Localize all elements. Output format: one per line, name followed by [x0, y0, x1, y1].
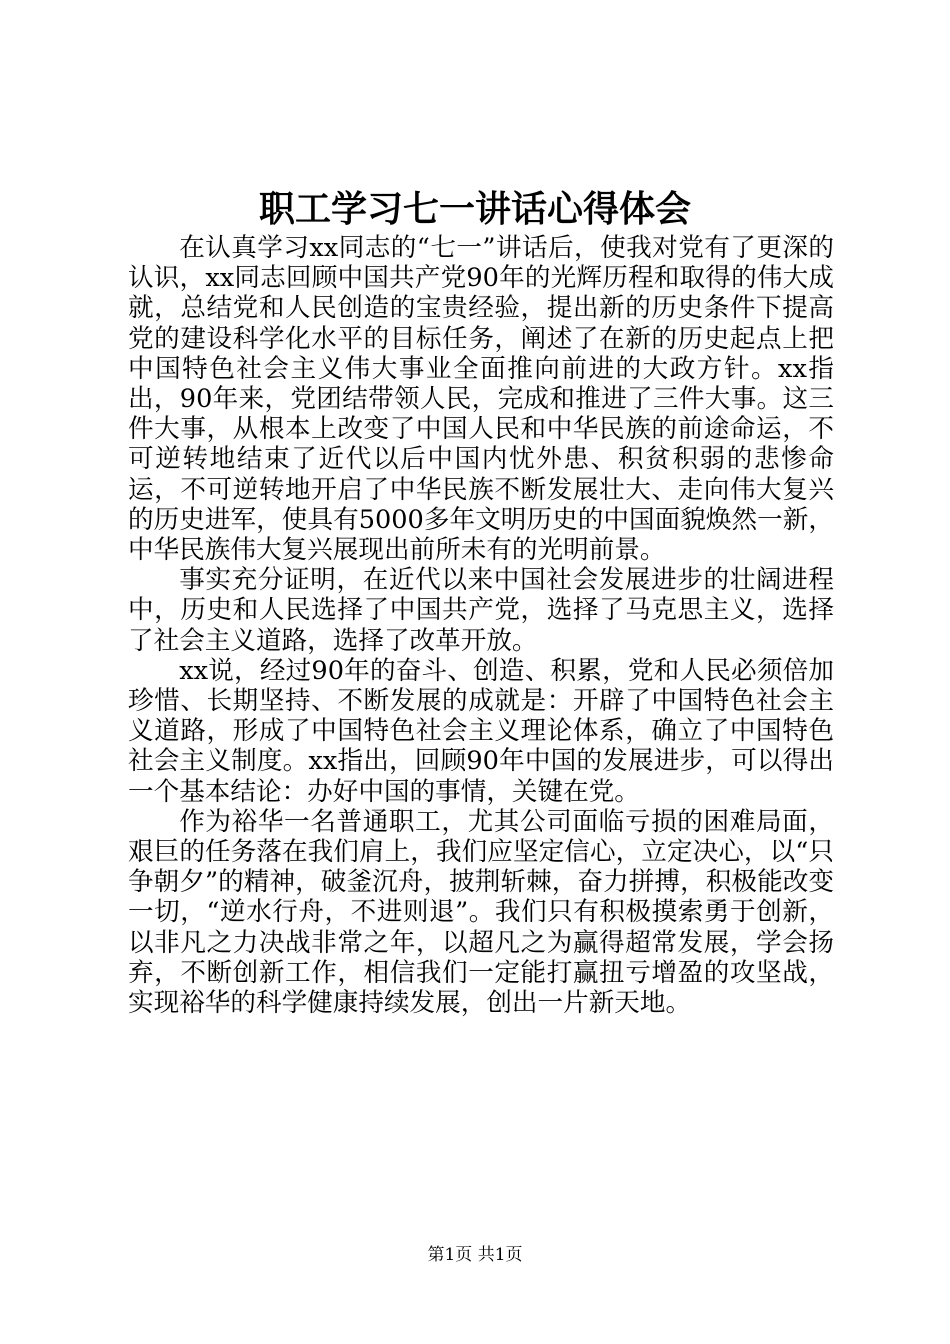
document-title: 职工学习七一讲话心得体会: [258, 188, 691, 230]
page-footer: 第1页 共1页: [427, 1245, 523, 1265]
paragraph-2: 事实充分证明，在近代以来中国社会发展进步的壮阔进程中，历史和人民选择了中国共产党，选择了马克思主义，选择了社会主义道路，选择了改革开放。: [128, 565, 834, 656]
paragraph-4: 作为裕华一名普通职工，尤其公司面临亏损的困难局面，艰巨的任务落在我们肩上，我们应坚定信心，立定决心，以“只争朝夕”的精神，破釜沉舟，披荆斩棘，奋力拼搏，积极能改变一切，“逆水行舟，不进则退”。我们只有积极摸索勇于创新，以非凡之力决战非常之年，以超凡之为赢得超常发展，学会扬弃，不断创新工作，相信我们一定能打赢扭亏增盈的攻坚战，实现裕华的科学健康持续发展，创出一片新天地。: [128, 806, 834, 1019]
document-body: [128, 233, 834, 1018]
paragraph-3: xx说，经过90年的奋斗、创造、积累，党和人民必须倍加珍惜、长期坚持、不断发展的成就是：开辟了中国特色社会主义道路，形成了中国特色社会主义理论体系，确立了中国特色社会主义制度。xx指出，回顾90年中国的发展进步，可以得出一个基本结论：办好中国的事情，关键在党。: [128, 655, 834, 807]
paragraph-1: 在认真学习xx同志的“七一”讲话后，使我对党有了更深的认识，xx同志回顾中国共产党90年的光辉历程和取得的伟大成就，总结党和人民创造的宝贵经验，提出新的历史条件下提高党的建设科学化水平的目标任务，阐述了在新的历史起点上把中国特色社会主义伟大事业全面推向前进的大政方针。xx指出，90年来，党团结带领人民，完成和推进了三件大事。这三件大事，从根本上改变了中国人民和中华民族的前途命运，不可逆转地结束了近代以后中国内忧外患、积贫积弱的悲惨命运，不可逆转地开启了中华民族不断发展壮大、走向伟大复兴的历史进军，使具有5000多年文明历史的中国面貌焕然一新，中华民族伟大复兴展现出前所未有的光明前景。: [128, 233, 834, 566]
